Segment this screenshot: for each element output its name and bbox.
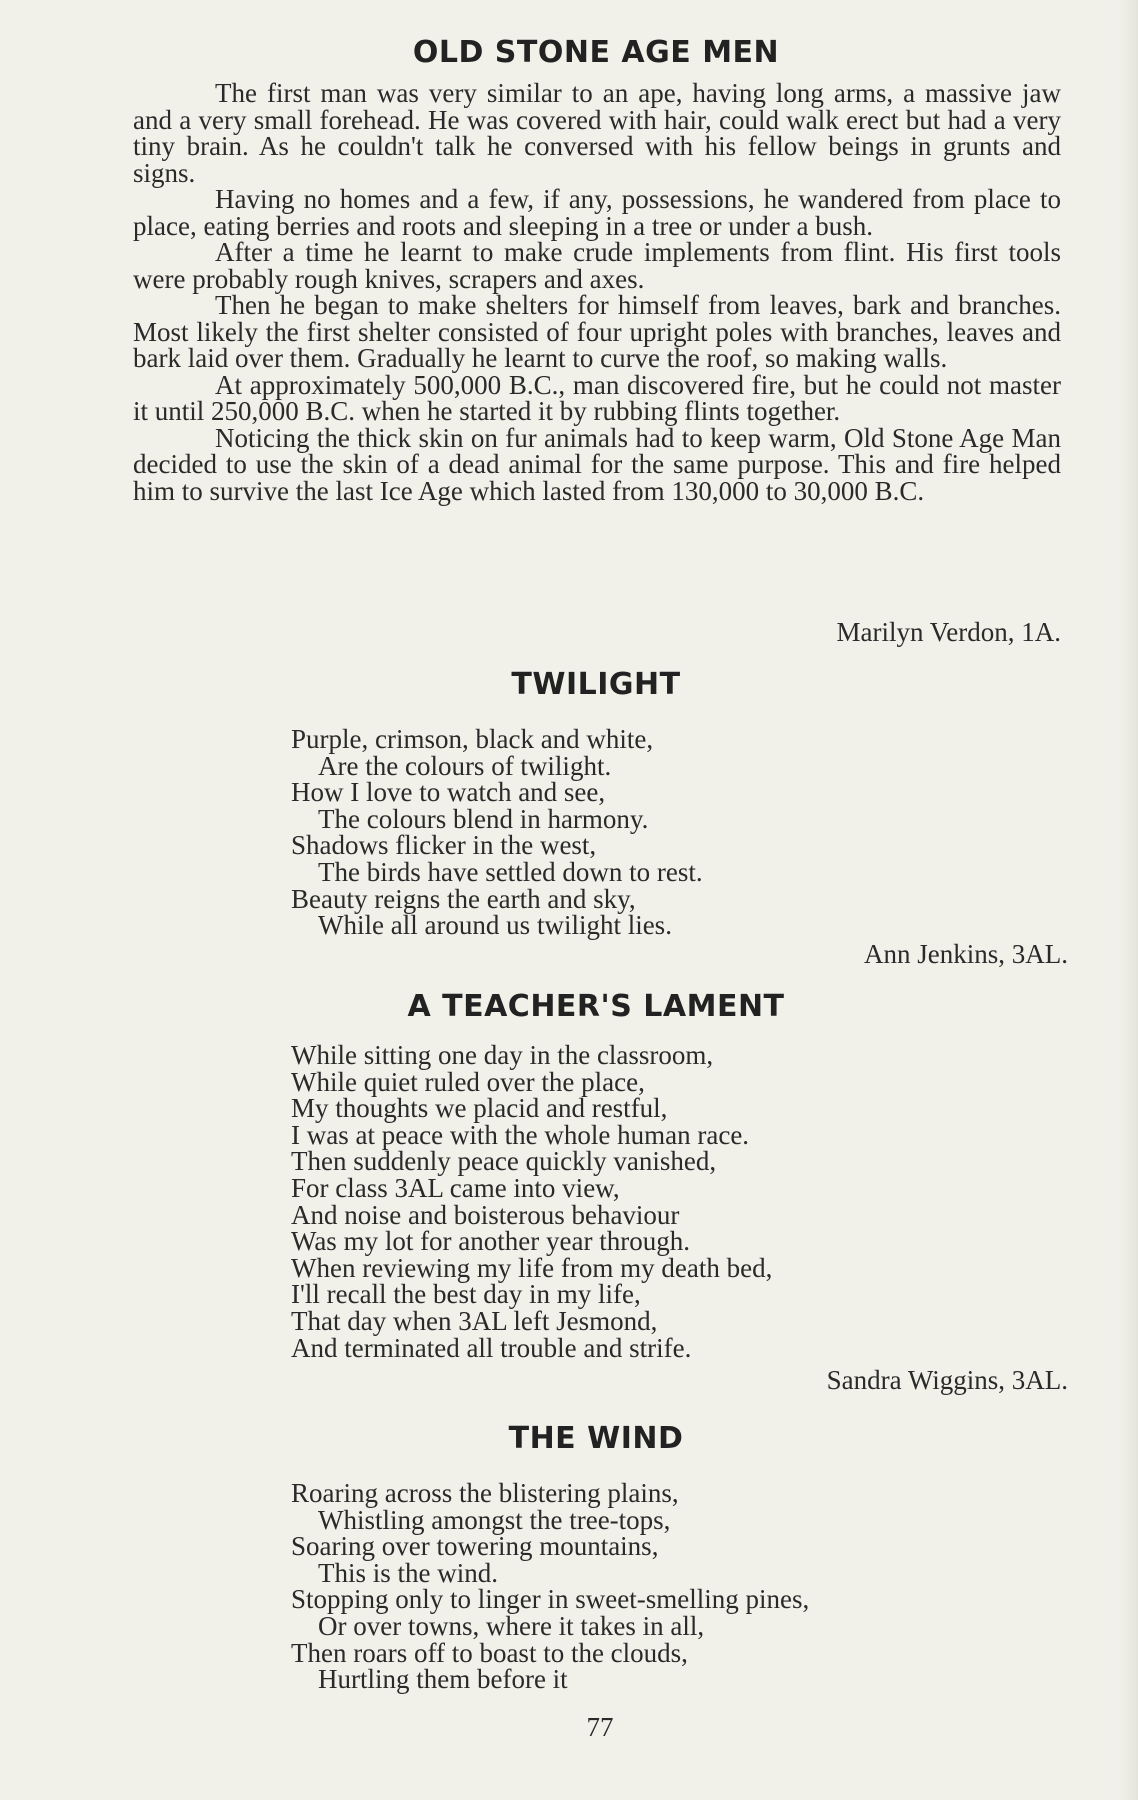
poem-line: I was at peace with the whole human race.	[291, 1119, 750, 1150]
poem-line: My thoughts we placid and restful,	[291, 1093, 668, 1124]
poem-line: While quiet ruled over the place,	[291, 1066, 645, 1097]
poem-line: Or over towns, where it takes in all,	[318, 1610, 705, 1641]
poem-title-the-wind: THE WIND	[508, 1421, 684, 1456]
article-body-old-stone-age-men	[133, 80, 1061, 504]
poem-line: This is the wind.	[318, 1557, 498, 1588]
poem-line: Then roars off to boast to the clouds,	[291, 1637, 688, 1668]
author-byline-ann-jenkins: Ann Jenkins, 3AL.	[864, 939, 1068, 969]
poem-line: Stopping only to linger in sweet-smelling pines,	[291, 1584, 810, 1615]
poem-title-a-teachers-lament: A TEACHER'S LAMENT	[407, 989, 785, 1024]
poem-line: Whistling amongst the tree-tops,	[318, 1504, 671, 1535]
poem-body-twilight	[291, 726, 703, 939]
poem-line: While sitting one day in the classroom,	[291, 1040, 714, 1070]
page-edge-shadow	[1118, 0, 1138, 1800]
poem-line: Was my lot for another year through.	[291, 1226, 690, 1257]
poem-line: The colours blend in harmony.	[318, 803, 649, 834]
poem-line: Shadows flicker in the west,	[291, 830, 597, 861]
article-title-old-stone-age-men: OLD STONE AGE MEN	[412, 35, 780, 70]
author-byline-sandra-wiggins: Sandra Wiggins, 3AL.	[826, 1365, 1068, 1395]
poem-body-the-wind	[291, 1480, 809, 1693]
poem-line: The birds have settled down to rest.	[318, 856, 703, 887]
poem-line: And noise and boisterous behaviour	[291, 1199, 680, 1230]
author-byline-marilyn-verdon: Marilyn Verdon, 1A.	[836, 617, 1061, 647]
poem-line: While all around us twilight lies.	[318, 910, 672, 941]
poem-line: Beauty reigns the earth and sky,	[291, 883, 636, 914]
article-paragraph: Noticing the thick skin on fur animals had to keep warm, Old Stone Age Man decided to use the skin of a dead animal for the same purpose. This and fire helped him to survive the last Ice Age which lasted from 130,000 to 30,000 B.C.	[133, 422, 1061, 506]
article-paragraph: The first man was very similar to an ape, having long arms, a massive jaw and a very small forehead. He was covered with hair, could walk erect but had a very tiny brain. As he couldn't talk he conversed with his fellow beings in grunts and signs.	[133, 78, 1061, 188]
poem-line: How I love to watch and see,	[291, 777, 606, 808]
article-paragraph: At approximately 500,000 B.C., man discovered fire, but he could not master it until 250,000 B.C. when he started it by rubbing flints together.	[133, 369, 1061, 426]
poem-line: Hurtling them before it	[318, 1664, 568, 1695]
poem-line: And terminated all trouble and strife.	[291, 1332, 692, 1363]
article-paragraph: After a time he learnt to make crude implements from flint. His first tools were probably rough knives, scrapers and axes.	[133, 237, 1061, 294]
poem-line: When reviewing my life from my death bed,	[291, 1252, 773, 1283]
poem-line: Roaring across the blistering plains,	[291, 1478, 679, 1508]
poem-line: Soaring over towering mountains,	[291, 1531, 659, 1562]
poem-line: Then suddenly peace quickly vanished,	[291, 1146, 717, 1177]
poem-line: Purple, crimson, black and white,	[291, 724, 654, 754]
page-number: 77	[586, 1712, 614, 1742]
article-paragraph: Then he began to make shelters for himself from leaves, bark and branches. Most likely the first shelter consisted of four upright poles with branches, leaves and bark laid over them. Gradually he learnt to curve the roof, so making walls.	[133, 290, 1061, 373]
poem-body-a-teachers-lament	[291, 1042, 772, 1361]
article-paragraph: Having no homes and a few, if any, possessions, he wandered from place to place, eating berries and roots and sleeping in a tree or under a bush.	[133, 184, 1061, 241]
poem-line: I'll recall the best day in my life,	[291, 1279, 641, 1310]
poem-line: For class 3AL came into view,	[291, 1172, 620, 1203]
poem-line: That day when 3AL left Jesmond,	[291, 1305, 658, 1336]
poem-line: Are the colours of twilight.	[318, 750, 612, 781]
poem-title-twilight: TWILIGHT	[511, 667, 681, 702]
